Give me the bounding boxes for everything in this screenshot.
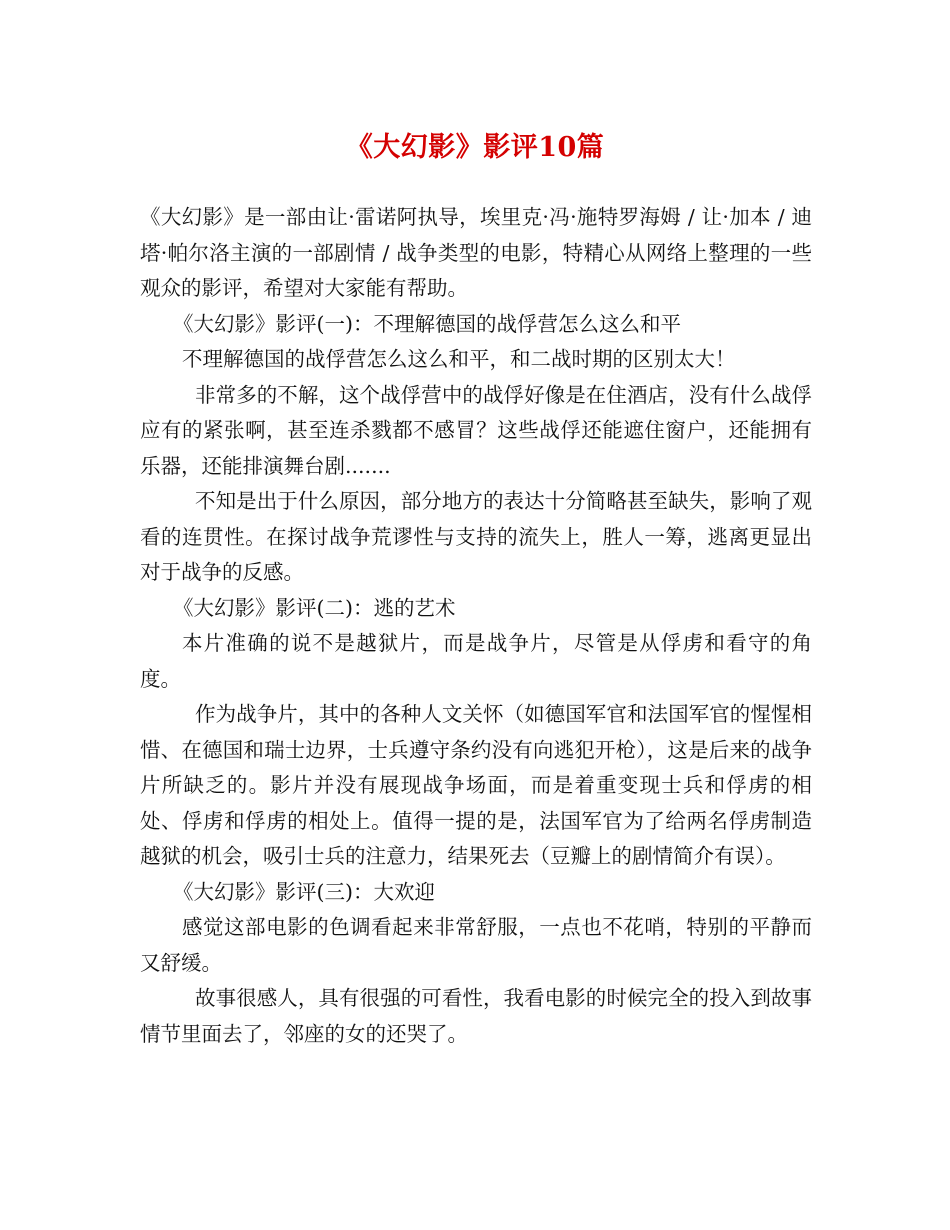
review-paragraph: 故事很感人，具有很强的可看性，我看电影的时候完全的投入到故事情节里面去了，邻座的女的还哭了。 (140, 986, 812, 1046)
review-heading-2: 《大幻影》影评(二)：逃的艺术 (173, 595, 456, 620)
document-body (140, 200, 812, 1052)
review-paragraph: 本片准确的说不是越狱片，而是战争片，尽管是从俘虏和看守的角度。 (140, 631, 812, 691)
review-paragraph: 非常多的不解，这个战俘营中的战俘好像是在住酒店，没有什么战俘应有的紧张啊，甚至连杀戮都不感冒？这些战俘还能遮住窗户，还能拥有乐器，还能排演舞台剧....... (140, 382, 812, 478)
review-paragraph: 感觉这部电影的色调看起来非常舒服，一点也不花哨，特别的平静而又舒缓。 (140, 915, 812, 975)
document-title: 《大幻影》影评10篇 (345, 132, 605, 163)
review-paragraph: 作为战争片，其中的各种人文关怀（如德国军官和法国军官的惺惺相惜、在德国和瑞士边界，士兵遵守条约没有向逃犯开枪），这是后来的战争片所缺乏的。影片并没有展现战争场面，而是着重变现士兵和俘虏的相处、俘虏和俘虏的相处上。值得一提的是，法国军官为了给两名俘虏制造越狱的机会，吸引士兵的注意力，结果死去（豆瓣上的剧情简介有误）。 (140, 702, 812, 868)
review-paragraph: 不知是出于什么原因，部分地方的表达十分简略甚至缺失，影响了观看的连贯性。在探讨战争荒谬性与支持的流失上，胜人一筹，逃离更显出对于战争的反感。 (140, 489, 812, 584)
review-heading-3: 《大幻影》影评(三)：大欢迎 (173, 879, 435, 904)
review-paragraph: 不理解德国的战俘营怎么这么和平，和二战时期的区别太大！ (182, 347, 736, 371)
review-heading-1: 《大幻影》影评(一)：不理解德国的战俘营怎么这么和平 (173, 311, 681, 336)
intro-paragraph: 《大幻影》是一部由让·雷诺阿执导，埃里克·冯·施特罗海姆 / 让·加本 / 迪塔·帕尔洛主演的一部剧情 / 战争类型的电影，特精心从网络上整理的一些观众的影评，希望对大家能有帮助。 (140, 205, 812, 300)
